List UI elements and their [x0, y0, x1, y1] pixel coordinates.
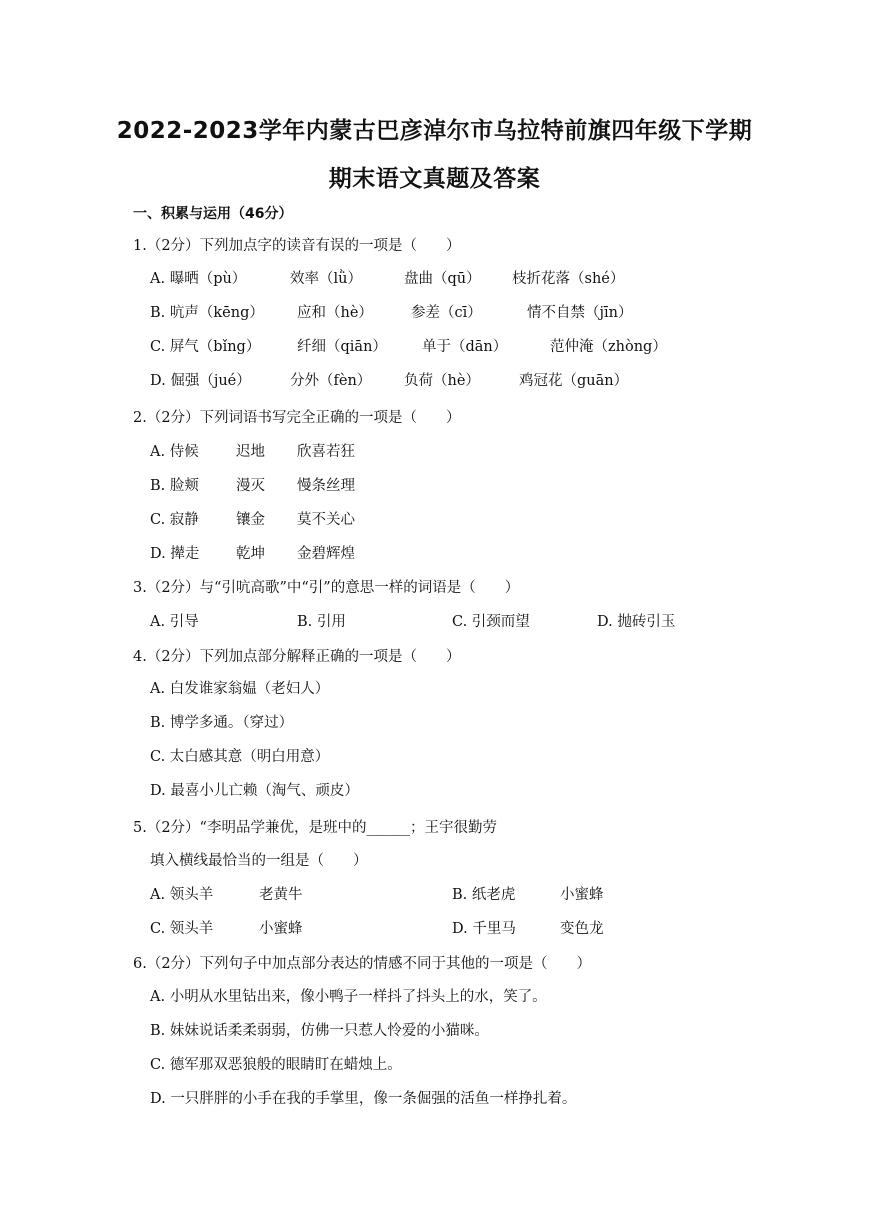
- q1-d-4: 鸡冠花（guān）: [519, 373, 629, 389]
- q1-d-2: 分外（fèn）: [290, 373, 372, 389]
- q2-stem: 2.（2分）下列词语书写完全正确的一项是（ ）: [133, 410, 461, 426]
- q1-b-1: B. 吭声（kēng）: [150, 305, 264, 321]
- q1-b-2: 应和（hè）: [297, 305, 373, 321]
- q4-c: C. 太白感其意（明白用意）: [150, 749, 330, 765]
- q1-b-3: 参差（cī）: [411, 305, 482, 321]
- q6-c: C. 德军那双恶狼般的眼睛盯在蜡烛上。: [150, 1057, 402, 1073]
- q2-c-2: 镶金: [236, 512, 265, 528]
- q5-a-2: 老黄牛: [259, 887, 303, 903]
- q6-d: D. 一只胖胖的小手在我的手掌里，像一条倔强的活鱼一样挣扎着。: [150, 1091, 577, 1107]
- q2-d-3: 金碧辉煌: [297, 546, 355, 562]
- q2-a-2: 迟地: [236, 444, 265, 460]
- q5-b-1: B. 纸老虎: [452, 887, 516, 903]
- section-heading: 一、积累与运用（46分）: [133, 206, 293, 222]
- q3-a: A. 引导: [150, 614, 199, 630]
- q6-stem: 6.（2分）下列句子中加点部分表达的情感不同于其他的一项是（ ）: [133, 956, 592, 972]
- q3-c: C. 引颈而望: [452, 614, 530, 630]
- q5-d-1: D. 千里马: [452, 921, 516, 937]
- q2-c-3: 莫不关心: [297, 512, 355, 528]
- q4-a: A. 白发谁家翁媪（老妇人）: [150, 681, 330, 697]
- q1-d-3: 负荷（hè）: [404, 373, 480, 389]
- q4-stem: 4.（2分）下列加点部分解释正确的一项是（ ）: [133, 649, 461, 665]
- q6-a: A. 小明从水里钻出来，像小鸭子一样抖了抖头上的水，笑了。: [150, 989, 547, 1005]
- doc-title-line2: 期末语文真题及答案: [328, 166, 541, 192]
- q1-b-4: 情不自禁（jīn）: [527, 305, 633, 321]
- q5-c-1: C. 领头羊: [150, 921, 214, 937]
- q4-d: D. 最喜小儿亡赖（淘气、顽皮）: [150, 783, 359, 799]
- q2-a-3: 欣喜若狂: [297, 444, 355, 460]
- q5-stem: 5.（2分）“李明品学兼优，是班中的______；王宇很勤劳: [133, 820, 497, 836]
- q5-a-1: A. 领头羊: [150, 887, 214, 903]
- q1-a-1: A. 曝晒（pù）: [150, 271, 247, 287]
- q1-d-1: D. 倔强（jué）: [150, 373, 251, 389]
- q2-c-1: C. 寂静: [150, 512, 199, 528]
- q1-c-4: 范仲淹（zhòng）: [550, 339, 667, 355]
- q3-d: D. 抛砖引玉: [597, 614, 676, 630]
- q1-a-2: 效率（lǜ）: [290, 271, 362, 287]
- q1-a-4: 枝折花落（shé）: [512, 271, 625, 287]
- q1-c-2: 纤细（qiān）: [297, 339, 387, 355]
- q1-stem: 1.（2分）下列加点字的读音有误的一项是（ ）: [133, 238, 461, 254]
- q2-a-1: A. 侍候: [150, 444, 199, 460]
- doc-title-line1: 2022-2023学年内蒙古巴彦淖尔市乌拉特前旗四年级下学期: [116, 118, 753, 144]
- q2-d-2: 乾坤: [236, 546, 265, 562]
- q1-a-3: 盘曲（qū）: [404, 271, 481, 287]
- q5-stem2: 填入横线最恰当的一组是（ ）: [150, 853, 368, 869]
- q2-d-1: D. 撵走: [150, 546, 200, 562]
- q5-b-2: 小蜜蜂: [560, 887, 604, 903]
- q3-b: B. 引用: [297, 614, 346, 630]
- q5-d-2: 变色龙: [560, 921, 604, 937]
- q3-stem: 3.（2分）与“引吭高歌”中“引”的意思一样的词语是（ ）: [133, 580, 520, 596]
- q5-c-2: 小蜜蜂: [259, 921, 303, 937]
- q2-b-1: B. 脸颊: [150, 478, 199, 494]
- q4-b: B. 博学多通。（穿过）: [150, 715, 294, 731]
- q2-b-3: 慢条丝理: [297, 478, 355, 494]
- q1-c-1: C. 屏气（bǐng）: [150, 339, 261, 355]
- q6-b: B. 妹妹说话柔柔弱弱，仿佛一只惹人怜爱的小猫咪。: [150, 1023, 489, 1039]
- q1-c-3: 单于（dān）: [422, 339, 508, 355]
- q2-b-2: 漫灭: [236, 478, 265, 494]
